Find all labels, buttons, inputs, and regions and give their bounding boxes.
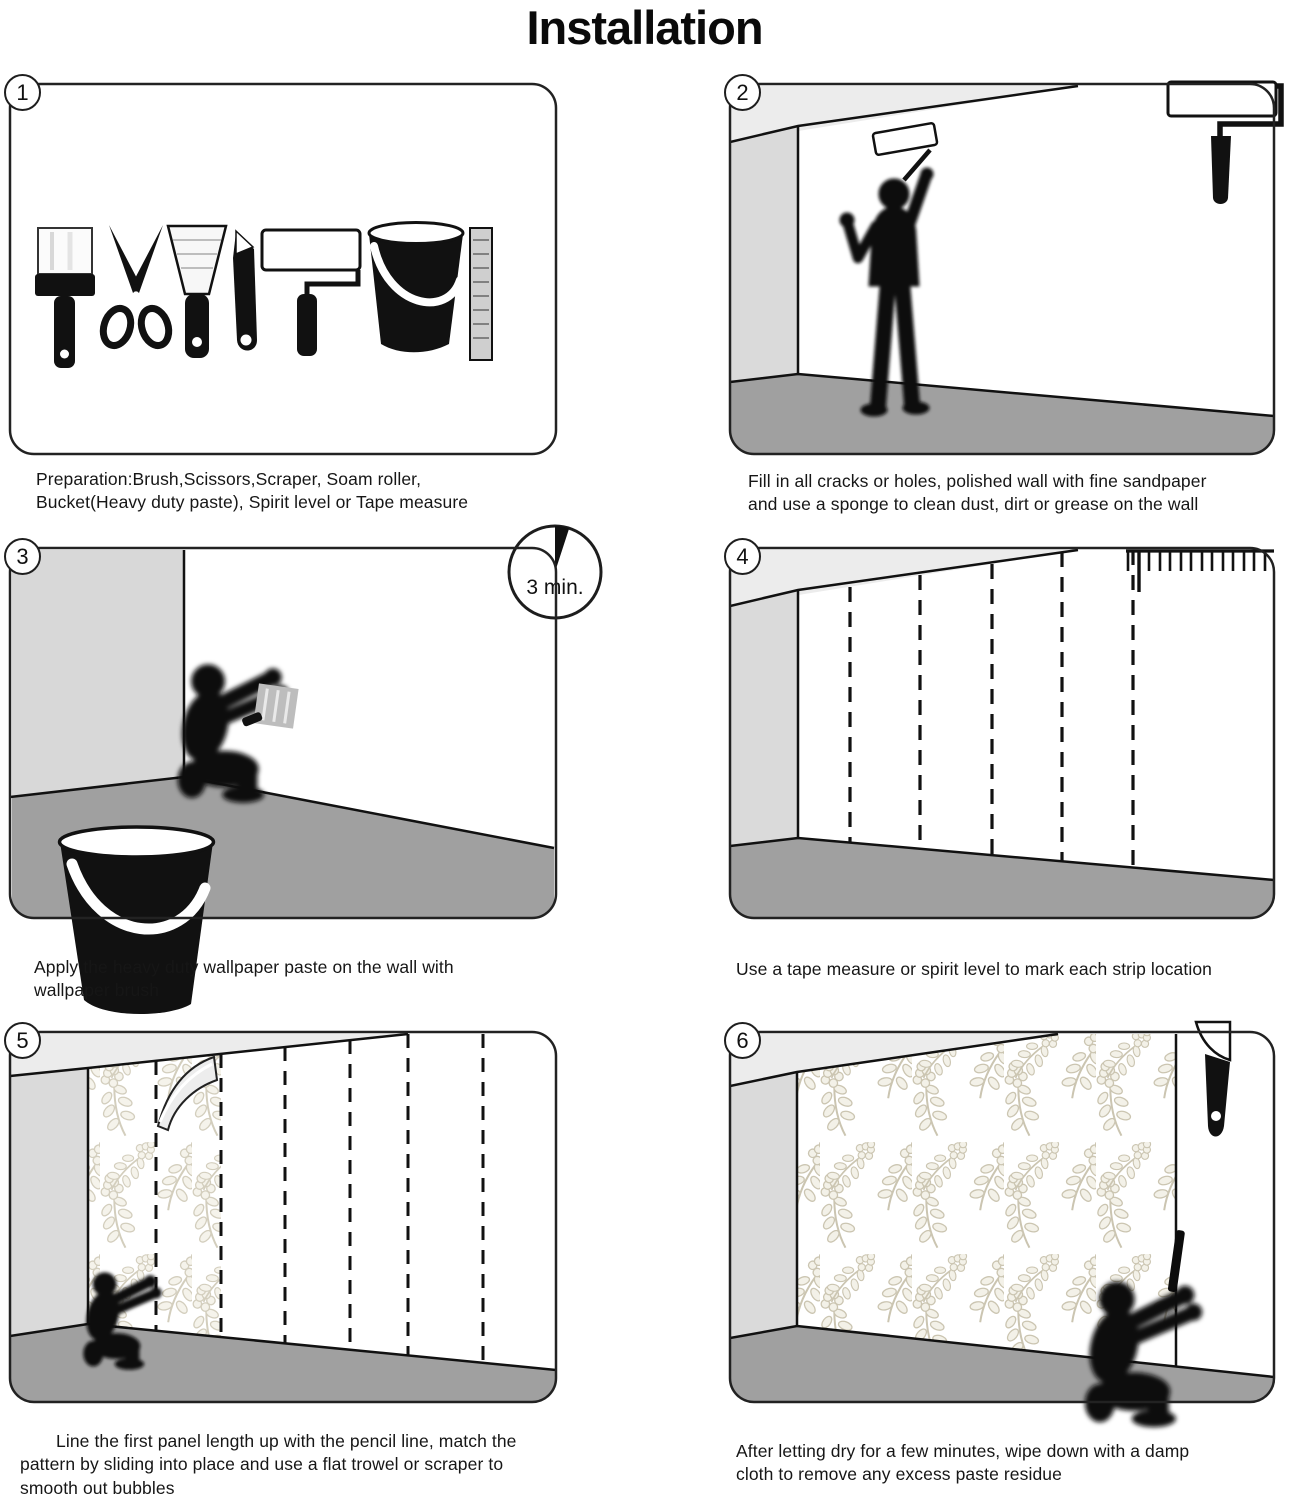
caption-line: Preparation:Brush,Scissors,Scraper, Soam roller, bbox=[36, 469, 422, 489]
caption-line: Apply the heavy duty wallpaper paste on the wall with bbox=[34, 957, 454, 977]
figure-panel-2 bbox=[728, 82, 1276, 456]
caption-step-4 bbox=[736, 958, 1281, 981]
caption-step-2 bbox=[748, 470, 1288, 517]
side-wall bbox=[12, 550, 184, 797]
caption-line: smooth out bubbles bbox=[20, 1477, 175, 1498]
step-badge-5: 5 bbox=[4, 1022, 41, 1059]
step-badge-3: 3 bbox=[4, 538, 41, 575]
side-wall bbox=[730, 590, 798, 846]
page-title: Installation bbox=[526, 1, 763, 54]
caption-step-5 bbox=[20, 1430, 565, 1500]
timer-label: 3 min. bbox=[526, 576, 584, 599]
step-badge-2: 2 bbox=[724, 74, 761, 111]
caption-line: Bucket(Heavy duty paste), Spirit level or Tape measure bbox=[36, 492, 469, 513]
spirit-level-icon bbox=[470, 228, 492, 360]
caption-line: cloth to remove any excess paste residue bbox=[736, 1464, 1062, 1485]
caption-step-6 bbox=[736, 1440, 1276, 1487]
caption-step-3 bbox=[34, 956, 564, 1003]
caption-line: After letting dry for a few minutes, wipe down with a damp bbox=[736, 1441, 1190, 1461]
room-drawing bbox=[730, 84, 1274, 454]
figure-panel-3 bbox=[8, 546, 584, 920]
figure-panel-1 bbox=[8, 82, 558, 456]
caption-line: pattern by sliding into place and use a flat trowel or scraper to bbox=[20, 1454, 504, 1475]
caption-line: Line the first panel length up with the pencil line, match the bbox=[56, 1431, 517, 1451]
figure-panel-6 bbox=[728, 1030, 1276, 1404]
side-wall bbox=[730, 1072, 797, 1338]
caption-line: wallpaper brush bbox=[34, 980, 160, 1001]
caption-line: and use a sponge to clean dust, dirt or grease on the wall bbox=[748, 494, 1199, 515]
figure-panel-5 bbox=[8, 1030, 558, 1404]
room-drawing bbox=[730, 548, 1274, 918]
caption-line: Use a tape measure or spirit level to mark each strip location bbox=[736, 959, 1212, 979]
room-drawing bbox=[730, 1032, 1274, 1402]
caption-line: Fill in all cracks or holes, polished wall with fine sandpaper bbox=[748, 471, 1207, 491]
side-wall bbox=[730, 126, 798, 382]
side-wall bbox=[10, 1068, 88, 1336]
caption-step-1 bbox=[36, 468, 566, 515]
step-badge-6: 6 bbox=[724, 1022, 761, 1059]
bucket-icon bbox=[369, 223, 463, 353]
step-badge-4: 4 bbox=[724, 538, 761, 575]
figure-panel-4 bbox=[728, 546, 1276, 920]
step-badge-1: 1 bbox=[4, 74, 41, 111]
